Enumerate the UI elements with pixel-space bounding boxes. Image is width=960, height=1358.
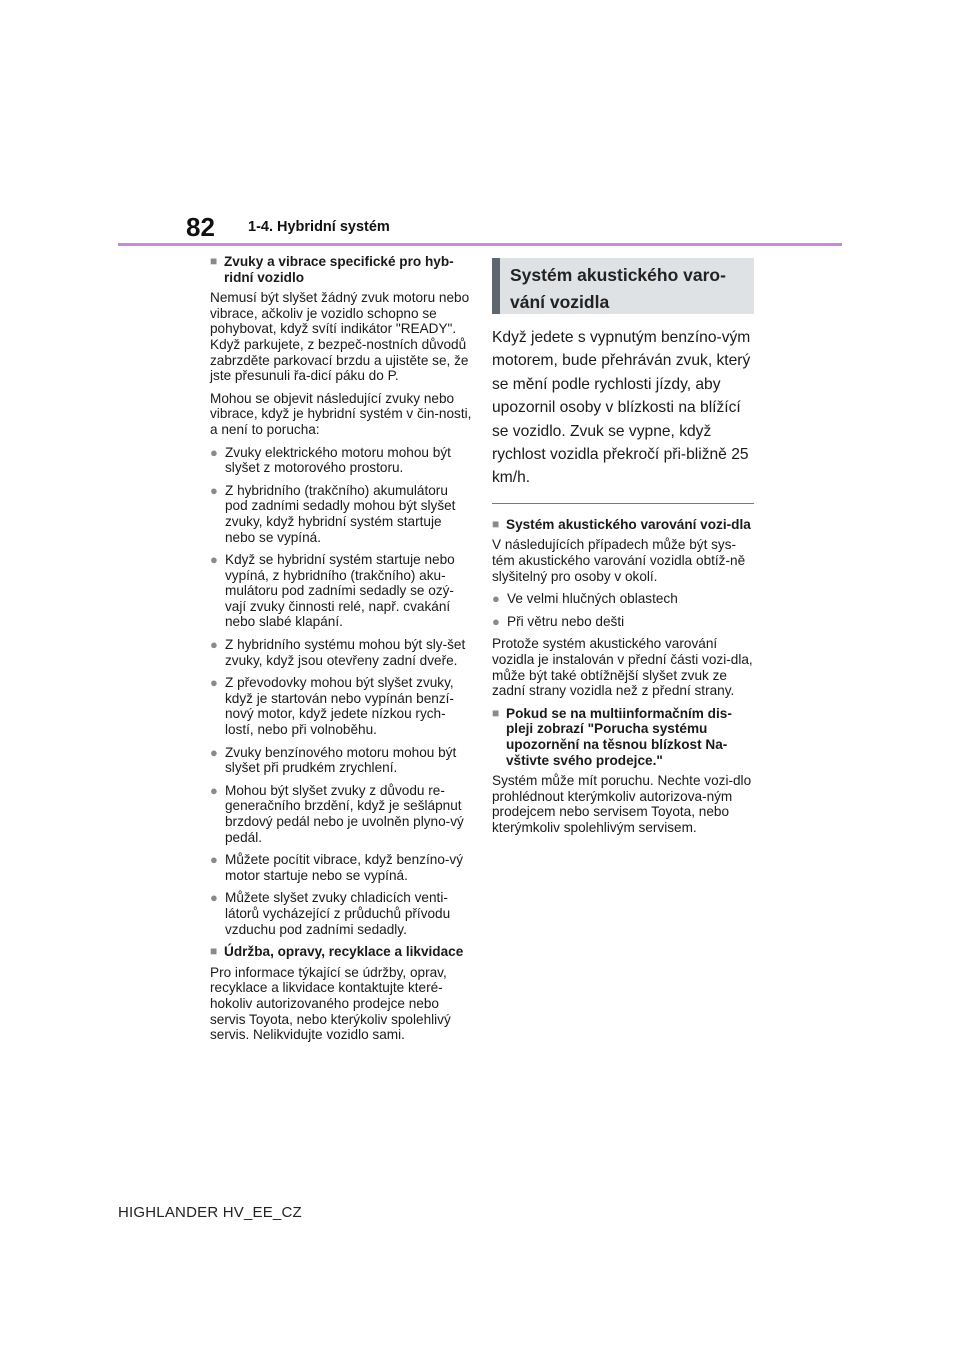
paragraph: Mohou se objevit následující zvuky nebo vibrace, když je hybridní systém v čin-nosti, a není to porucha: bbox=[210, 390, 472, 437]
heading-text: Systém akustického varování vozi-dla bbox=[506, 516, 751, 532]
list-item-text: Zvuky benzínového motoru mohou být slyšet při prudkém zrychlení. bbox=[225, 744, 457, 776]
list-item bbox=[210, 483, 472, 545]
circle-bullet-icon: ● bbox=[210, 552, 218, 568]
heading-warning-system bbox=[492, 517, 754, 533]
list-item-text: Můžete slyšet zvuky chladicích venti-látorů vycházející z průduchů přívodu vzduchu pod zadními sedadly. bbox=[225, 890, 451, 937]
list-item bbox=[210, 890, 472, 937]
paragraph: Pro informace týkající se údržby, oprav, recyklace a likvidace kontaktujte které-hokoliv autorizovaného prodejce nebo servis Toyota, nebo kterýkoliv spolehlivý servis. Nelikvidujte vozidlo sami. bbox=[210, 964, 451, 1043]
circle-bullet-icon: ● bbox=[210, 744, 218, 760]
section-banner bbox=[492, 258, 754, 314]
list-item-text: Z převodovky mohou být slyšet zvuky, když je startován nebo vypínán benzí-nový motor, když jedete nízkou rych-lostí, nebo při volnoběhu. bbox=[225, 675, 454, 738]
left-column bbox=[210, 254, 472, 1050]
heading-text: Zvuky a vibrace specifické pro hyb-ridní vozidlo bbox=[224, 254, 454, 285]
page-number: 82 bbox=[186, 212, 215, 242]
list-item-text: Když se hybridní systém startuje nebo vypíná, z hybridního (trakčního) aku-mulátoru pod zadními sedadly se ozý-vají zvuky činnosti relé, např. cvakání nebo slabé klapání. bbox=[225, 552, 455, 630]
list-item-text: Z hybridního (trakčního) akumulátoru pod zadními sedadly mohou být slyšet zvuky, když hybridní systém startuje nebo se vypíná. bbox=[225, 482, 456, 545]
circle-bullet-icon: ● bbox=[210, 675, 218, 691]
square-bullet-icon: ■ bbox=[210, 944, 218, 959]
list-item bbox=[210, 745, 472, 776]
circle-bullet-icon: ● bbox=[210, 637, 218, 653]
paragraph: Protože systém akustického varování vozidla je instalován v přední části vozi-dla, může být také obtížnější slyšet zvuk ze zadní strany vozidla než z přední strany. bbox=[492, 636, 753, 699]
circle-bullet-icon: ● bbox=[210, 852, 218, 868]
heading-maintenance bbox=[210, 944, 472, 960]
paragraph: Systém může mít poruchu. Nechte vozi-dlo prohlédnout kterýmkoliv autorizova-ným prodejcem nebo servisem Toyota, nebo kterýmkoliv spolehlivým servisem. bbox=[492, 773, 752, 835]
list-item bbox=[492, 614, 754, 630]
paragraph: V následujících případech může být sys-tém akustického varování vozidla obtíž-ně slyšitelný pro osoby v okolí. bbox=[492, 537, 746, 584]
list-item-text: Můžete pocítit vibrace, když benzíno-vý motor startuje nebo se vypíná. bbox=[225, 852, 463, 883]
heading-display-message bbox=[492, 706, 754, 768]
list-item bbox=[210, 852, 472, 883]
heading-hybrid-sounds bbox=[210, 254, 472, 285]
footer-model: HIGHLANDER HV_EE_CZ bbox=[118, 1204, 302, 1221]
heading-text: Pokud se na multiinformačním dis-pleji zobrazí "Porucha systému upozornění na těsnou blízkost Na-vštivte svého prodejce." bbox=[506, 705, 732, 768]
circle-bullet-icon: ● bbox=[210, 782, 218, 798]
banner-title: Systém akustického varo-vání vozidla bbox=[510, 265, 726, 312]
list-item-text: Z hybridního systému mohou být sly-šet zvuky, když jsou otevřeny zadní dveře. bbox=[225, 637, 466, 668]
right-column bbox=[492, 258, 754, 843]
list-item bbox=[492, 591, 754, 607]
list-item-text: Ve velmi hlučných oblastech bbox=[507, 591, 678, 607]
header-rule bbox=[118, 243, 842, 246]
circle-bullet-icon: ● bbox=[492, 613, 500, 629]
list-item-text: Zvuky elektrického motoru mohou být slyšet z motorového prostoru. bbox=[225, 444, 451, 476]
paragraph: Nemusí být slyšet žádný zvuk motoru nebo vibrace, ačkoliv je vozidlo schopno se pohybovat, když svítí indikátor "READY". Když parkujete, z bezpeč-nostních důvodů zabrzděte parkovací brzdu a ujistěte se, že jste přesunuli řa-dicí páku do P. bbox=[210, 290, 470, 384]
list-item bbox=[210, 637, 472, 668]
circle-bullet-icon: ● bbox=[492, 591, 500, 607]
list-item bbox=[210, 445, 472, 476]
divider bbox=[492, 503, 754, 504]
circle-bullet-icon: ● bbox=[210, 890, 218, 906]
list-item bbox=[210, 783, 472, 845]
square-bullet-icon: ■ bbox=[492, 705, 500, 720]
list-item-text: Mohou být slyšet zvuky z důvodu re-generačního brzdění, když je sešlápnut brzdový pedál nebo je uvolněn plyno-vý pedál. bbox=[225, 782, 464, 845]
square-bullet-icon: ■ bbox=[492, 516, 500, 531]
section-title: 1-4. Hybridní systém bbox=[248, 219, 390, 235]
list-item bbox=[210, 552, 472, 630]
intro-paragraph: Když jedete s vypnutým benzíno-vým motorem, bude přehráván zvuk, který se mění podle rychlosti jízdy, aby upozornil osoby v blízkosti na blížící se vozidlo. Zvuk se vypne, když rychlost vozidla překročí při-bližně 25 km/h. bbox=[492, 329, 751, 487]
list-item bbox=[210, 675, 472, 737]
heading-text: Údržba, opravy, recyklace a likvidace bbox=[224, 944, 464, 960]
list-item-text: Při větru nebo dešti bbox=[507, 613, 625, 629]
square-bullet-icon: ■ bbox=[210, 254, 218, 268]
circle-bullet-icon: ● bbox=[210, 482, 218, 498]
circle-bullet-icon: ● bbox=[210, 444, 218, 460]
